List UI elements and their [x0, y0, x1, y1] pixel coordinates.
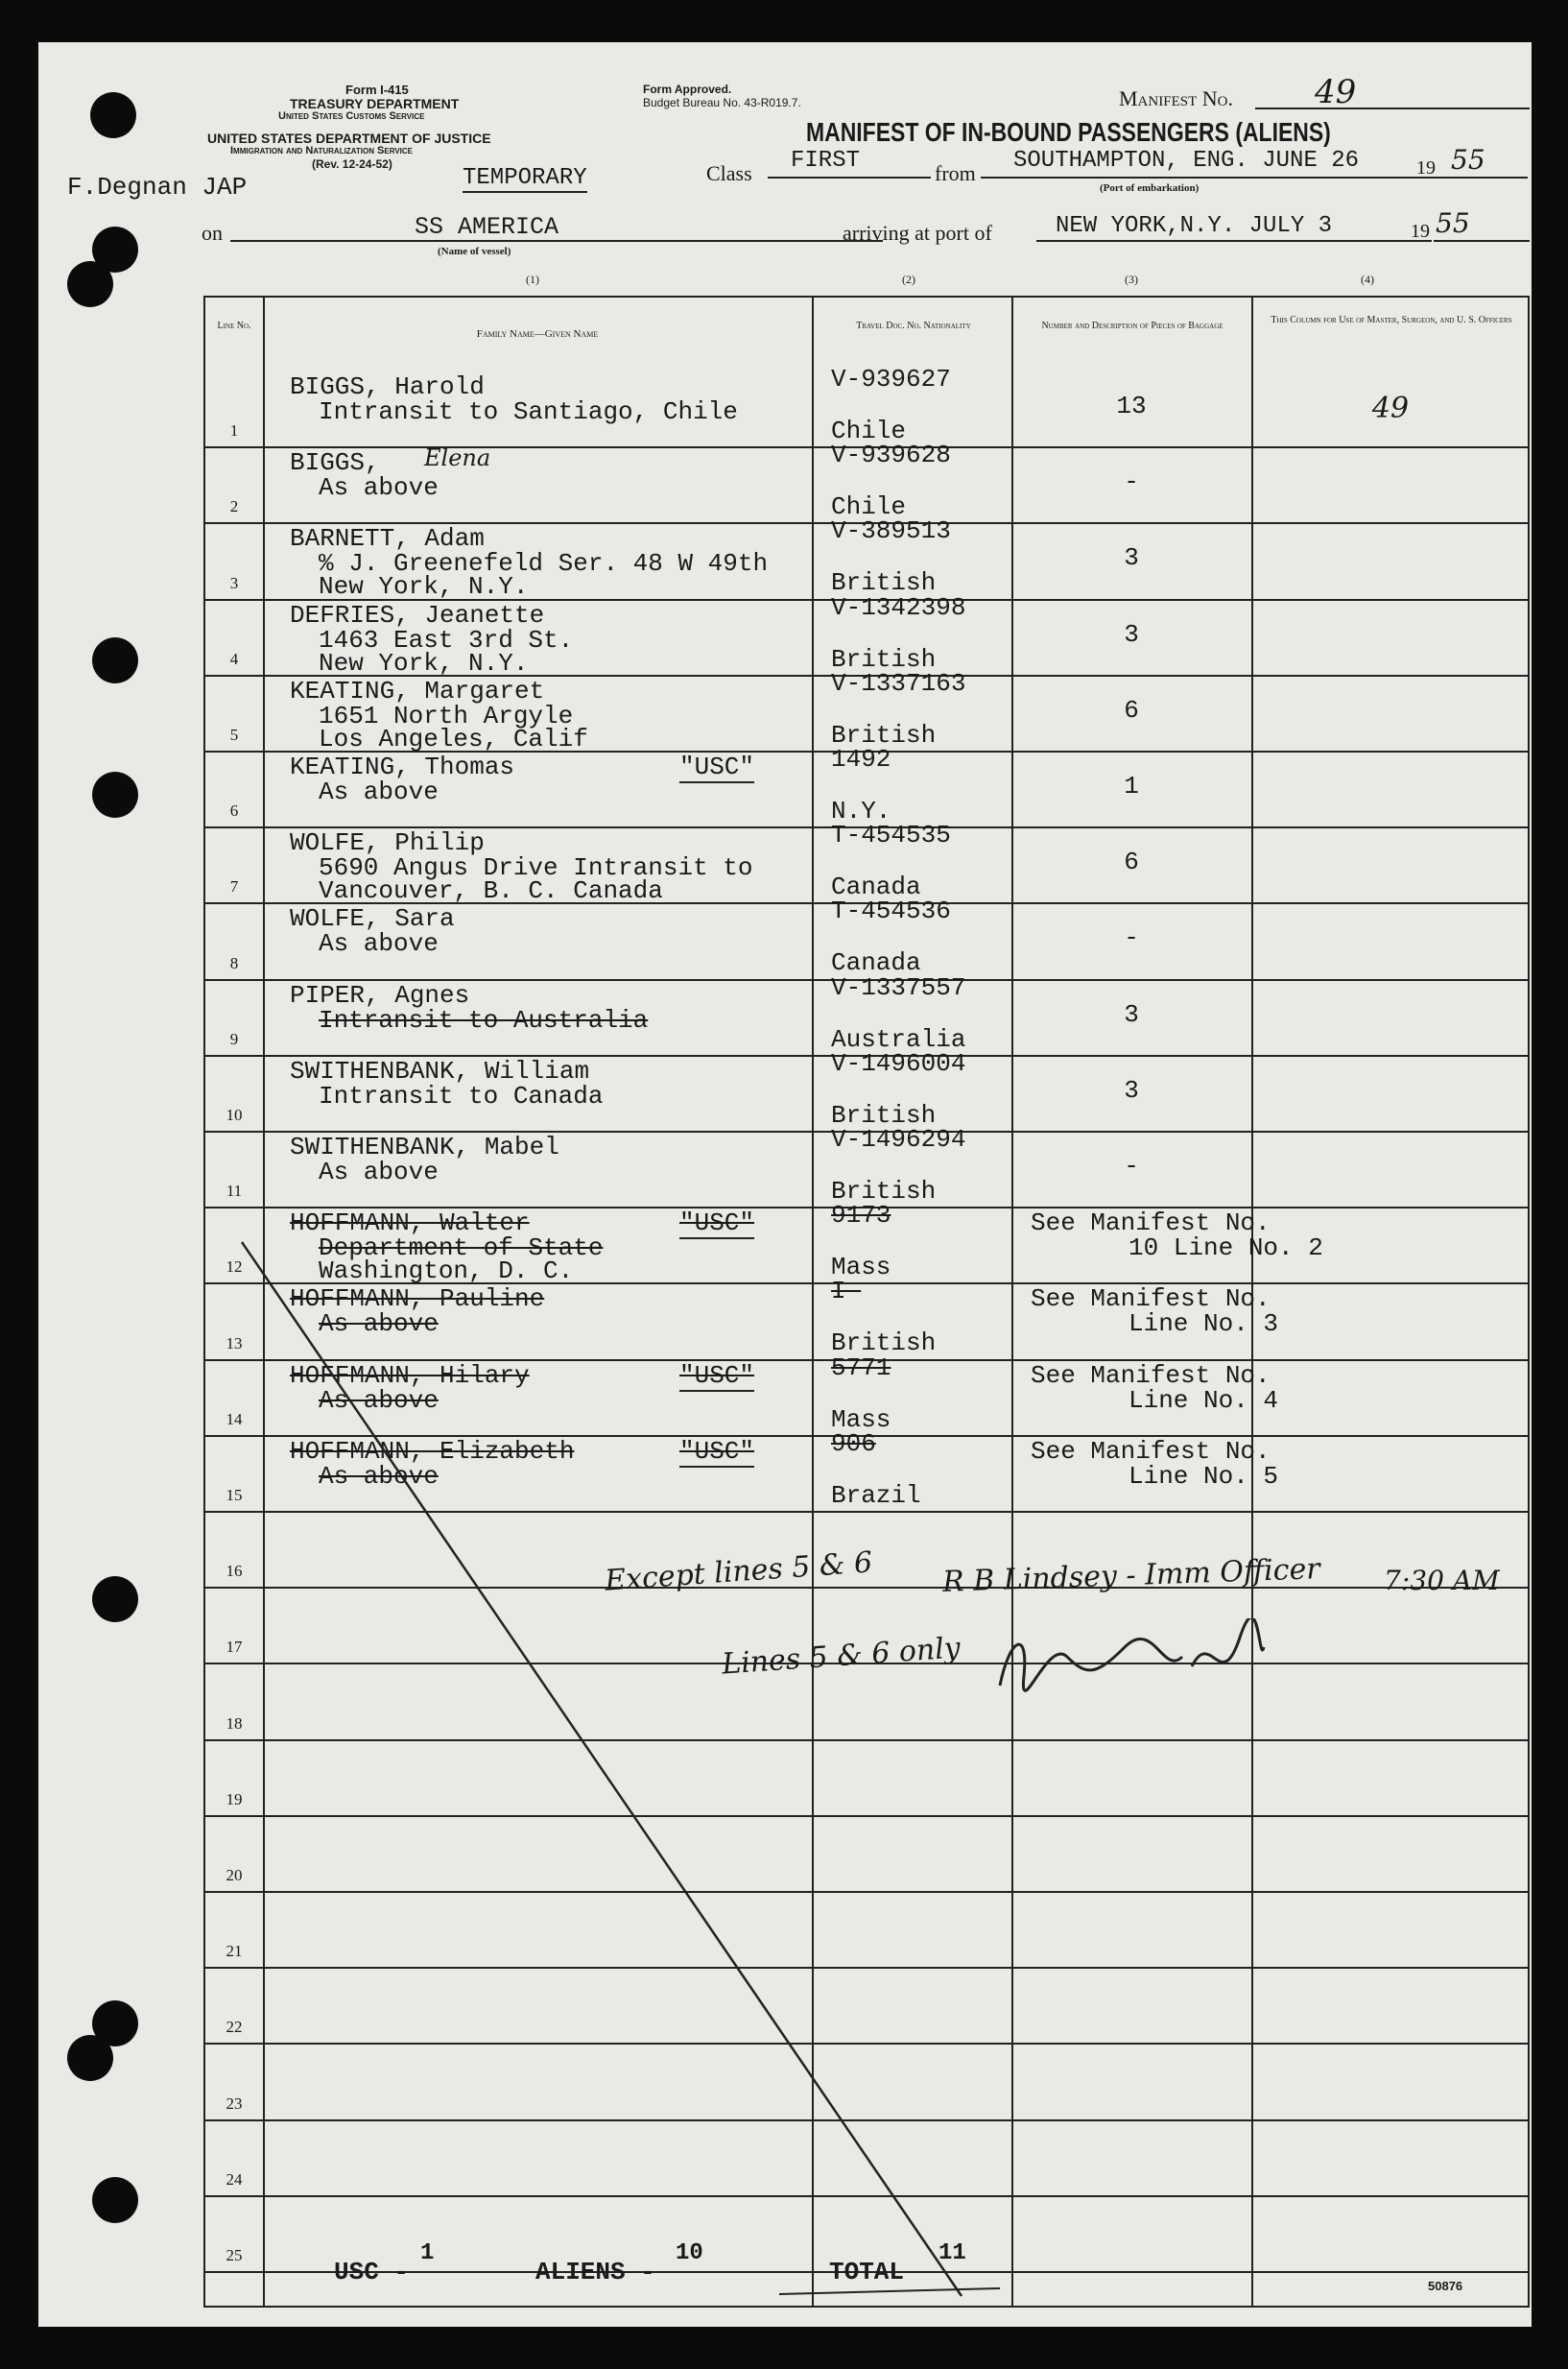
baggage-line-ref: Line No. 4 [1128, 1385, 1279, 1415]
form-number: Form I-415 [345, 83, 409, 97]
usc-mark: "USC" [679, 1436, 755, 1466]
baggage-count: - [1124, 467, 1139, 497]
line-number: 14 [226, 1409, 243, 1428]
line-number: 1 [229, 421, 239, 441]
line-number: 5 [229, 726, 239, 744]
vessel-note: (Name of vessel) [438, 246, 511, 257]
baggage-count: 1 [1124, 772, 1139, 801]
usc-count: 1 [420, 2240, 435, 2266]
manifest-number: 49 [1315, 73, 1357, 111]
line-number: 18 [226, 1713, 243, 1733]
total-count: 11 [938, 2240, 966, 2266]
baggage-count: 3 [1124, 999, 1139, 1029]
class-label: Class [706, 161, 752, 185]
binder-hole [92, 637, 138, 683]
line-number: 23 [226, 2094, 243, 2113]
arrival-year: 55 [1436, 207, 1470, 239]
handwritten-lines-only: Lines 5 & 6 only [721, 1631, 962, 1682]
passenger-address: Vancouver, B. C. Canada [319, 876, 663, 906]
passenger-address: New York, N.Y. [319, 648, 529, 678]
nationality: British [831, 568, 937, 598]
nationality: British [831, 720, 937, 750]
baggage-count: 13 [1116, 392, 1147, 420]
embark-year: 55 [1451, 144, 1485, 176]
line-number: 2 [229, 497, 239, 516]
travel-doc-number: V-939627 [831, 365, 951, 394]
travel-doc-number: T-454535 [831, 821, 951, 850]
travel-doc-number: T-454536 [831, 897, 951, 926]
nationality: British [831, 1328, 937, 1358]
binder-hole [67, 261, 113, 307]
travel-doc-number: 1492 [831, 745, 891, 774]
aliens-label: ALIENS - [535, 2258, 655, 2286]
binder-hole [92, 1576, 138, 1622]
nationality: Chile [831, 492, 907, 522]
passenger-name: HOFFMANN, Walter [290, 1208, 530, 1238]
class-value: FIRST [791, 148, 861, 174]
vessel-name: SS AMERICA [415, 213, 559, 241]
travel-doc-number: V-389513 [831, 516, 951, 546]
travel-doc-number: 9173 [831, 1201, 891, 1231]
officer-mark: 49 [1371, 392, 1410, 425]
budget-bureau: Budget Bureau No. 43-R019.7. [643, 96, 801, 109]
col-num-2: (2) [902, 273, 915, 286]
passenger-detail: 5690 Angus Drive Intransit to [319, 853, 753, 883]
passenger-address: Los Angeles, Calif [319, 724, 588, 754]
baggage-count: 6 [1124, 848, 1139, 877]
travel-doc-number: 906 [831, 1428, 876, 1458]
manifest-title: MANIFEST OF IN-BOUND PASSENGERS (ALIENS) [806, 117, 1331, 147]
line-number: 6 [229, 802, 239, 821]
line-number: 11 [226, 1182, 243, 1201]
passenger-address: Washington, D. C. [319, 1256, 574, 1286]
passenger-name: KEATING, Thomas [290, 753, 515, 781]
handwritten-officer: R B Lindsey - Imm Officer [941, 1552, 1321, 1599]
travel-doc-number: V-939628 [831, 441, 951, 470]
passenger-detail: As above [319, 1385, 439, 1415]
line-number: 19 [226, 1789, 243, 1808]
ins-service: Immigration and Naturalization Service [230, 145, 414, 156]
line-number: 13 [226, 1333, 243, 1352]
line-number: 21 [226, 1942, 243, 1961]
handwritten-except: Except lines 5 & 6 [604, 1545, 874, 1598]
passenger-detail: As above [319, 929, 439, 959]
passenger-detail: As above [319, 1158, 439, 1186]
nationality: Canada [831, 948, 921, 978]
passenger-detail: Intransit to Canada [319, 1081, 604, 1111]
passenger-name: WOLFE, Philip [290, 828, 485, 858]
footer-code: 50876 [1428, 2279, 1463, 2293]
header-name: Family Name—Given Name [476, 328, 599, 340]
header-line-no: Line No. [217, 321, 251, 331]
binder-hole [90, 92, 136, 138]
on-label: on [202, 221, 223, 245]
handwritten-given-name: Elena [424, 444, 491, 472]
usc-mark: "USC" [679, 753, 755, 781]
passenger-detail: As above [319, 1309, 439, 1339]
passenger-name: SWITHENBANK, Mabel [290, 1133, 559, 1161]
col-num-4: (4) [1361, 273, 1374, 286]
manifest-label: Manifest No. [1119, 86, 1233, 110]
passenger-detail: As above [319, 473, 439, 503]
treasury-dept: TREASURY DEPARTMENT [290, 96, 460, 111]
passenger-name: BIGGS, [290, 448, 380, 478]
arrival-port: NEW YORK,N.Y. JULY 3 [1056, 213, 1333, 239]
temporary-stamp: TEMPORARY [463, 165, 587, 191]
header-travel-doc: Travel Doc. No. Nationality [856, 321, 971, 331]
col-num-1: (1) [526, 273, 539, 286]
usc-mark: "USC" [679, 1360, 755, 1390]
nationality: Chile [831, 417, 907, 445]
manifest-no-line [1255, 108, 1530, 109]
line-number: 12 [226, 1257, 243, 1277]
usc-mark: "USC" [679, 1208, 755, 1238]
baggage-ref: See Manifest No. [1031, 1208, 1271, 1238]
passenger-address: New York, N.Y. [319, 572, 529, 602]
travel-doc-number: V-1496294 [831, 1125, 966, 1154]
line-number: 3 [229, 573, 239, 592]
passenger-detail: Department of State [319, 1233, 604, 1263]
year-prefix-2: 19 [1411, 221, 1430, 242]
line-number: 7 [229, 877, 239, 897]
passenger-detail: % J. Greenefeld Ser. 48 W 49th [319, 549, 769, 579]
passenger-detail: Intransit to Santiago, Chile [319, 397, 738, 426]
nationality: N.Y. [831, 797, 891, 826]
arriving-label: arriving at port of [843, 221, 992, 245]
line-number: 4 [229, 649, 239, 668]
total-label: TOTAL [829, 2258, 905, 2286]
nationality: Mass [831, 1253, 891, 1282]
line-number: 9 [229, 1029, 239, 1048]
nationality: Brazil [831, 1480, 921, 1510]
baggage-count: - [1124, 1152, 1139, 1181]
handwritten-time: 7:30 AM [1384, 1565, 1500, 1596]
line-number: 16 [226, 1562, 243, 1581]
line-number: 10 [226, 1106, 243, 1124]
clerk-initials: F.Degnan JAP [67, 173, 248, 202]
usc-label: USC - [334, 2258, 410, 2286]
baggage-ref: See Manifest No. [1031, 1284, 1271, 1314]
passenger-name: SWITHENBANK, William [290, 1056, 590, 1086]
nationality: British [831, 1177, 937, 1206]
port-note: (Port of embarkation) [1100, 182, 1200, 194]
baggage-line-ref: 10 Line No. 2 [1128, 1233, 1323, 1263]
diagonal-cross-out [203, 296, 1530, 2308]
passenger-name: DEFRIES, Jeanette [290, 600, 545, 630]
from-label: from [935, 161, 976, 185]
passenger-name: KEATING, Margaret [290, 676, 545, 706]
line-number: 8 [229, 953, 239, 972]
passenger-name: BIGGS, Harold [290, 372, 485, 401]
manifest-sheet [38, 42, 1532, 2327]
revision: (Rev. 12-24-52) [312, 157, 392, 171]
passenger-detail: 1463 East 3rd St. [319, 625, 574, 655]
travel-doc-number: I- [831, 1277, 862, 1306]
travel-doc-number: V-1337163 [831, 668, 966, 698]
binder-hole [92, 2177, 138, 2223]
nationality: British [831, 644, 937, 674]
passenger-detail: 1651 North Argyle [319, 701, 574, 730]
travel-doc-number: V-1337557 [831, 972, 966, 1002]
port-of-embarkation: SOUTHAMPTON, ENG. JUNE 26 [1013, 148, 1360, 174]
travel-doc-number: 5771 [831, 1352, 891, 1382]
baggage-count: 3 [1124, 619, 1139, 649]
nationality: Australia [831, 1024, 966, 1054]
baggage-ref: See Manifest No. [1031, 1360, 1271, 1390]
baggage-count: 3 [1124, 543, 1139, 573]
nationality: Canada [831, 873, 921, 902]
customs-service: United States Customs Service [278, 110, 425, 122]
baggage-line-ref: Line No. 5 [1128, 1461, 1279, 1491]
baggage-count: 6 [1124, 695, 1139, 725]
passenger-name: HOFFMANN, Pauline [290, 1284, 545, 1314]
justice-dept: UNITED STATES DEPARTMENT OF JUSTICE [207, 131, 491, 146]
form-approved: Form Approved. [643, 83, 732, 96]
passenger-name: HOFFMANN, Elizabeth [290, 1436, 575, 1466]
binder-hole [67, 2035, 113, 2081]
line-number: 22 [226, 2018, 243, 2037]
line-number: 20 [226, 1866, 243, 1884]
line-number: 17 [226, 1638, 243, 1657]
year-prefix-1: 19 [1416, 157, 1436, 179]
baggage-ref: See Manifest No. [1031, 1436, 1271, 1466]
travel-doc-number: V-1496004 [831, 1048, 966, 1078]
travel-doc-number: V-1342398 [831, 592, 966, 622]
passenger-name: HOFFMANN, Hilary [290, 1360, 530, 1390]
nationality: British [831, 1100, 937, 1130]
passenger-detail: As above [319, 1461, 439, 1491]
passenger-table [203, 296, 1530, 2308]
line-number: 15 [226, 1486, 243, 1504]
passenger-name: PIPER, Agnes [290, 980, 470, 1010]
passenger-detail: Intransit to Australia [319, 1005, 649, 1035]
nationality: Mass [831, 1404, 891, 1434]
header-baggage: Number and Description of Pieces of Baggage [1041, 321, 1224, 331]
col-num-3: (3) [1125, 273, 1138, 286]
baggage-count: - [1124, 923, 1139, 953]
line-number: 24 [226, 2169, 243, 2189]
aliens-count: 10 [676, 2240, 703, 2266]
line-number: 25 [226, 2246, 243, 2264]
passenger-name: BARNETT, Adam [290, 524, 485, 554]
binder-hole [92, 772, 138, 818]
header-officers: This Column for Use of Master, Surgeon, and U. S. Officers [1271, 315, 1512, 325]
passenger-name: WOLFE, Sara [290, 904, 455, 934]
passenger-detail: As above [319, 778, 439, 806]
baggage-count: 3 [1124, 1075, 1139, 1105]
baggage-line-ref: Line No. 3 [1128, 1309, 1279, 1339]
